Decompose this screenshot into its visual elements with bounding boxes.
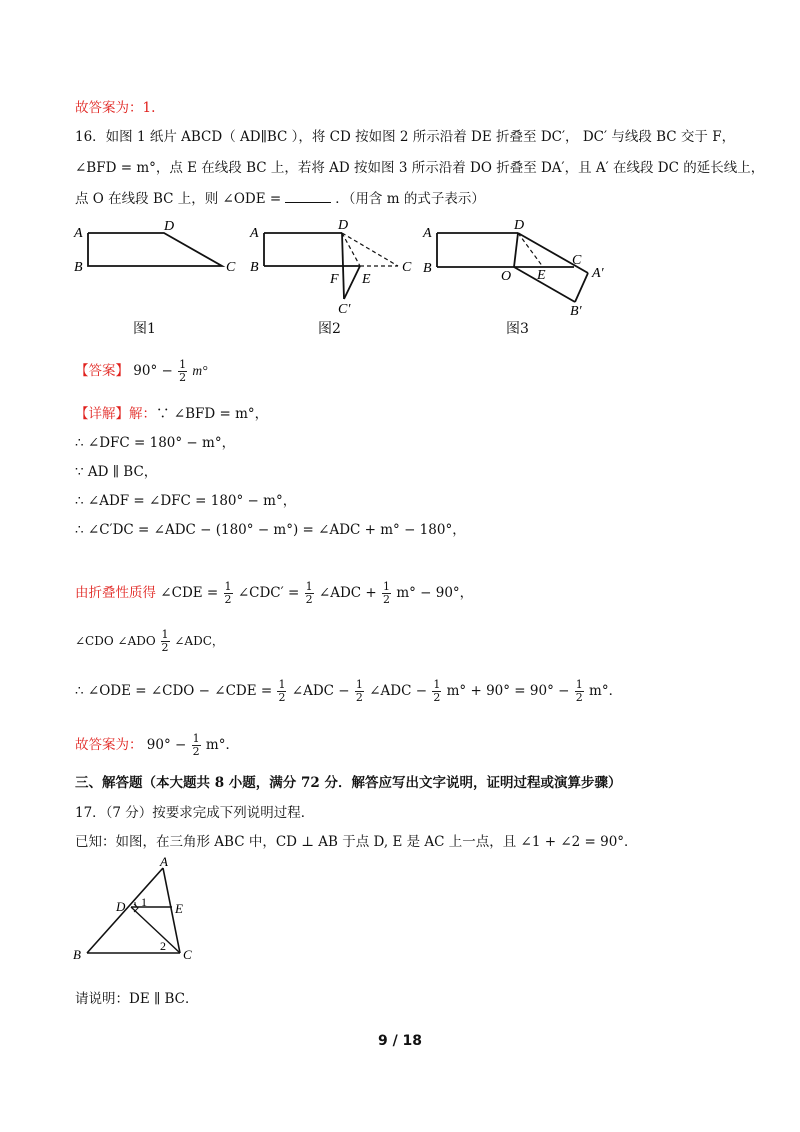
q17-label-b: B [73, 947, 81, 962]
fig2-label-c-prime: C′ [338, 302, 351, 317]
answer-tail: m° [192, 363, 208, 378]
q17-label-a: A [160, 855, 168, 869]
adc-expr: ∠ADC + [318, 585, 377, 601]
fig3-label-c: C [572, 253, 582, 268]
answer-tag: 【答案】 [75, 363, 129, 379]
answer-16 [75, 359, 208, 384]
q17-line-2: 已知：如图，在三角形 ABC 中，CD ⊥ AB 于点 D, E 是 AC 上一点，且 ∠1 + ∠2 = 90°． [75, 834, 638, 850]
previous-answer-label: 故答案为： [75, 100, 143, 116]
half-fraction [432, 679, 441, 704]
fig1-label-c: C [226, 260, 236, 275]
q17-label-d: D [116, 899, 126, 914]
fig3-label-b-prime: B′ [570, 304, 582, 319]
previous-answer-value: 1. [142, 100, 156, 116]
fraction-denominator: 2 [575, 691, 583, 704]
final-answer-lead: 90° − [146, 737, 187, 753]
fraction-denominator: 2 [278, 691, 286, 704]
fig1-label-b: B [74, 260, 83, 275]
q17-line-1: 17．（7 分）按要求完成下列说明过程． [75, 805, 315, 821]
fig3-label-o: O [501, 269, 512, 284]
fig1-label-a: A [74, 226, 83, 241]
answer-fraction [178, 359, 187, 384]
fig2-label-d: D [338, 218, 349, 233]
previous-answer [75, 99, 155, 117]
fig3-label-b: B [423, 261, 432, 276]
fraction-numerator: 1 [383, 580, 391, 593]
cdo-ado-expr: ∠CDO ∠ADO [75, 634, 156, 648]
q16-line-1: 16．如图 1 纸片 ABCD（ AD∥BC ），将 CD 按如图 2 所示沿着 DE 折叠至 DC′， DC′ 与线段 BC 交于 F， [75, 129, 736, 145]
q16-line-3-start: 点 O 在线段 BC 上，则 ∠ODE = [75, 191, 282, 207]
fraction-numerator: 1 [192, 732, 200, 745]
half-fraction [575, 679, 584, 704]
q17-label-e: E [175, 901, 183, 916]
fraction-numerator: 1 [179, 358, 187, 371]
fraction-numerator: 1 [433, 678, 441, 691]
m-expr: m° − 90°， [396, 585, 474, 601]
detail-line-8 [75, 679, 622, 704]
fold-property-label: 由折叠性质得 [75, 585, 156, 601]
final-answer-16 [75, 733, 239, 758]
m-plus-90: m° + 90° = 90° − [446, 683, 570, 699]
detail-line-6 [75, 581, 473, 606]
q17-label-c: C [183, 947, 192, 962]
fig2-label-c: C [402, 260, 412, 275]
detail-line-1 [75, 405, 268, 423]
figure-2-caption: 图2 [318, 321, 341, 337]
half-fraction [305, 581, 314, 606]
q17-label-two: 2 [160, 939, 166, 953]
adc-minus-1: ∠ADC − [291, 683, 350, 699]
q17-label-one: 1 [141, 895, 147, 909]
figure-1-caption: 图1 [133, 321, 156, 337]
answer-blank [285, 190, 331, 203]
fraction-numerator: 1 [305, 580, 313, 593]
fraction-numerator: 1 [278, 678, 286, 691]
fraction-denominator: 2 [224, 593, 232, 606]
fraction-denominator: 2 [179, 371, 187, 384]
fig3-label-e: E [537, 268, 546, 283]
fig2-label-b: B [250, 260, 259, 275]
fig2-label-f: F [330, 272, 339, 287]
page-number: 9 / 18 [377, 1033, 423, 1049]
cde-expr: ∠CDE = [160, 585, 219, 601]
adc-minus-2: ∠ADC − [369, 683, 428, 699]
fraction-numerator: 1 [355, 678, 363, 691]
detail-line-4: ∴ ∠ADF = ∠DFC = 180° − m°， [75, 493, 297, 509]
ode-expr: ∴ ∠ODE = ∠CDO − ∠CDE = [75, 683, 273, 699]
fraction-denominator: 2 [355, 691, 363, 704]
cdc-expr: ∠CDC′ = [237, 585, 300, 601]
answer-lead: 90° − [133, 363, 173, 379]
half-fraction [161, 629, 170, 654]
fig2-label-e: E [362, 272, 371, 287]
fraction-denominator: 2 [161, 641, 169, 654]
detail-line-2: ∴ ∠DFC = 180° − m°， [75, 435, 236, 451]
fig1-label-d: D [164, 219, 175, 234]
detail-step-1: ∵ ∠BFD = m°， [156, 406, 269, 422]
half-fraction [382, 581, 391, 606]
fraction-denominator: 2 [383, 593, 391, 606]
figure-q17 [70, 855, 210, 970]
fig3-label-a: A [423, 226, 432, 241]
section-3-heading: 三、解答题（本大题共 8 小题，满分 72 分．解答应写出文字说明，证明过程或演算步骤） [75, 775, 622, 791]
figure-3 [418, 215, 618, 320]
fig2-label-a: A [250, 226, 259, 241]
fraction-numerator: 1 [224, 580, 232, 593]
fraction-denominator: 2 [305, 593, 313, 606]
fraction-denominator: 2 [192, 745, 200, 758]
fraction-numerator: 1 [575, 678, 583, 691]
detail-line-3: ∵ AD ∥ BC， [75, 464, 158, 480]
half-fraction [277, 679, 286, 704]
half-fraction [192, 733, 201, 758]
q16-line-2: ∠BFD = m°，点 E 在线段 BC 上，若将 AD 按如图 3 所示沿着 DO 折叠至 DA′，且 A′ 在线段 DC 的延长线上， [75, 160, 765, 176]
figure-3-caption: 图3 [506, 321, 529, 337]
half-fraction [224, 581, 233, 606]
final-answer-label: 故答案为： [75, 737, 143, 753]
q16-line-3 [75, 190, 485, 208]
adc-half-expr: ∠ADC， [174, 634, 224, 648]
q16-line-3-end: ．（用含 m 的式子表示） [335, 191, 485, 207]
m-result: m°． [589, 683, 623, 699]
figure-1 [70, 218, 250, 278]
fraction-denominator: 2 [433, 691, 441, 704]
fig3-label-d: D [514, 218, 525, 233]
q17-prove: 请说明：DE ∥ BC． [75, 991, 199, 1007]
detail-tag: 【详解】解： [75, 406, 156, 422]
figure-2 [246, 215, 421, 325]
detail-line-7 [75, 629, 224, 654]
fraction-numerator: 1 [161, 628, 169, 641]
final-answer-tail: m°． [205, 737, 239, 753]
detail-line-5: ∴ ∠C′DC = ∠ADC − (180° − m°) = ∠ADC + m° − 180°， [75, 522, 466, 538]
half-fraction [355, 679, 364, 704]
fig3-label-a-prime: A′ [592, 266, 604, 281]
